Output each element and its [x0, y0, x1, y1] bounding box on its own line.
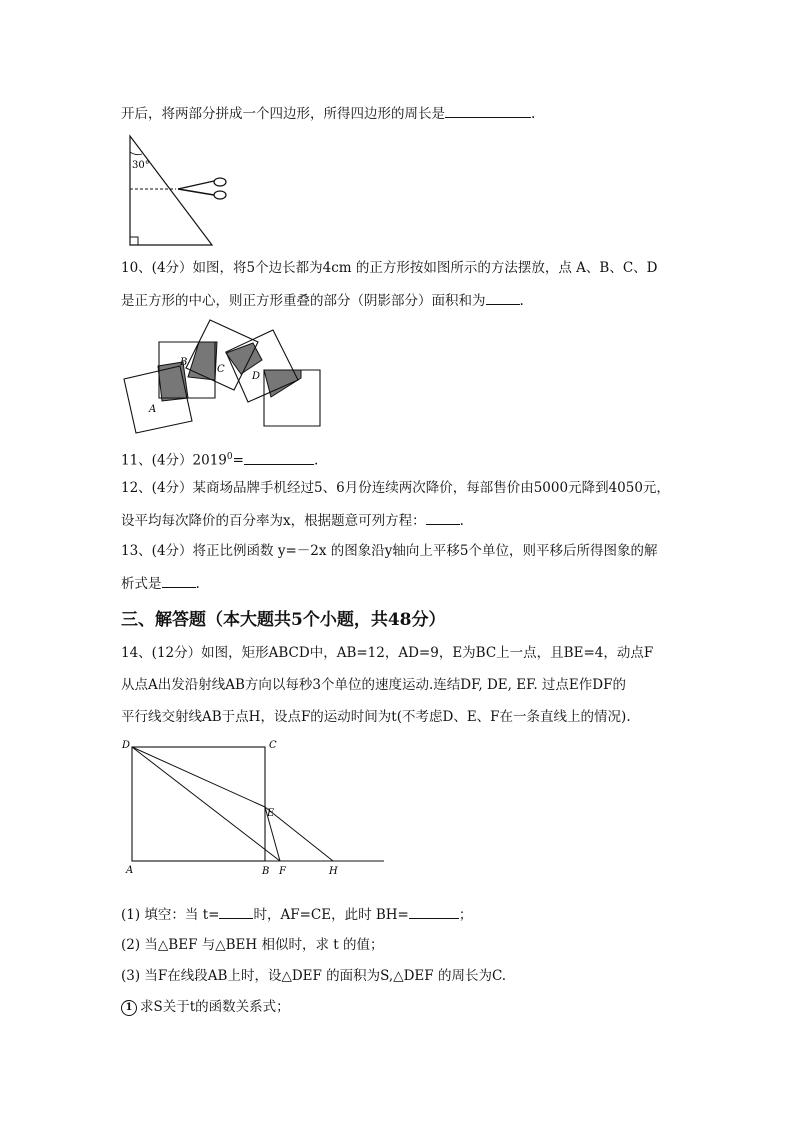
answer-blank-q11[interactable] [244, 450, 314, 465]
question-13-line2: 析式是 . [121, 573, 200, 594]
question-14-line3: 平行线交射线AB于点H，设点F的运动时间为t(不考虑D、E、F在一条直线上的情况). [121, 709, 631, 725]
question-9-line: 开后，将两部分拼成一个四边形，所得四边形的周长是 . [121, 103, 535, 124]
answer-blank-q9[interactable] [445, 103, 531, 118]
question-14-line1: 14、(12分）如图，矩形ABCD中，AB=12，AD=9，E为BC上一点，且BE=4，动点F [121, 645, 654, 661]
right-angle-mark [130, 237, 138, 245]
answer-blank-bh[interactable] [409, 904, 459, 919]
point-e-label: E [267, 808, 275, 819]
point-d-label: D [252, 371, 261, 382]
question-14-sub-1: 1 求S关于t的函数关系式； [121, 997, 290, 1017]
question-10-line2: 是正方形的中心，则正方形重叠的部分（阴影部分）面积和为 . [121, 290, 524, 311]
question-14-part-2: (2) 当△BEF 与△BEH 相似时，求 t 的值； [121, 937, 384, 953]
square-1 [124, 366, 192, 433]
question-14-part-1: (1) 填空：当 t= 时，AF=CE，此时 BH= ； [121, 904, 472, 925]
question-12-line2: 设平均每次降价的百分率为x，根据题意可列方程： . [121, 510, 464, 531]
point-h-label: H [329, 866, 338, 877]
triangle-cut-figure [120, 128, 240, 248]
answer-blank-q13[interactable] [162, 573, 196, 588]
circled-number-1: 1 [121, 1000, 137, 1016]
rectangle-abcd-figure [118, 735, 390, 880]
question-13-line1: 13、(4分）将正比例函数 y=－2x 的图象沿y轴向上平移5个单位，则平移后所得图象的解 [121, 543, 658, 559]
right-triangle [130, 136, 212, 245]
question-9-text: 开后，将两部分拼成一个四边形，所得四边形的周长是 [121, 106, 445, 122]
question-12-line1: 12、(4分）某商场品牌手机经过5、6月份连续两次降价，每部售价由5000元降到4050元， [121, 480, 670, 496]
question-14-part-3: (3) 当F在线段AB上时，设△DEF 的面积为S,△DEF 的周长为C. [121, 968, 507, 984]
point-b-label: B [180, 357, 188, 368]
point-d-label: D [122, 740, 131, 751]
angle-30-label: 30° [132, 160, 150, 171]
point-a-label: A [126, 865, 134, 876]
point-b-label: B [262, 866, 270, 877]
segment-eh [265, 807, 333, 861]
point-c-label: C [217, 364, 225, 375]
question-10-line1: 10、(4分）如图，将5个边长都为4cm 的正方形按如图所示的方法摆放，点 A、B、C、D [121, 260, 658, 276]
answer-blank-q12[interactable] [426, 510, 460, 525]
question-14-line2: 从点A出发沿射线AB方向以每秒3个单位的速度运动.连结DF, DE, EF. 过点E作DF的 [121, 677, 626, 693]
answer-blank-t[interactable] [219, 904, 253, 919]
overlapping-squares-figure [118, 318, 328, 438]
section-3-heading: 三、解答题（本大题共5个小题，共48分） [121, 610, 446, 630]
shaded-overlap-b [188, 342, 217, 380]
question-11-line: 11、(4分）$2019^0=$ . [121, 447, 318, 471]
point-c-label: C [269, 740, 277, 751]
point-a-label: A [149, 404, 157, 415]
rectangle-abcd [132, 747, 265, 861]
angle-arc [130, 152, 142, 155]
point-f-label: F [279, 866, 286, 877]
scissors-icon [178, 178, 226, 199]
answer-blank-q10[interactable] [486, 290, 520, 305]
